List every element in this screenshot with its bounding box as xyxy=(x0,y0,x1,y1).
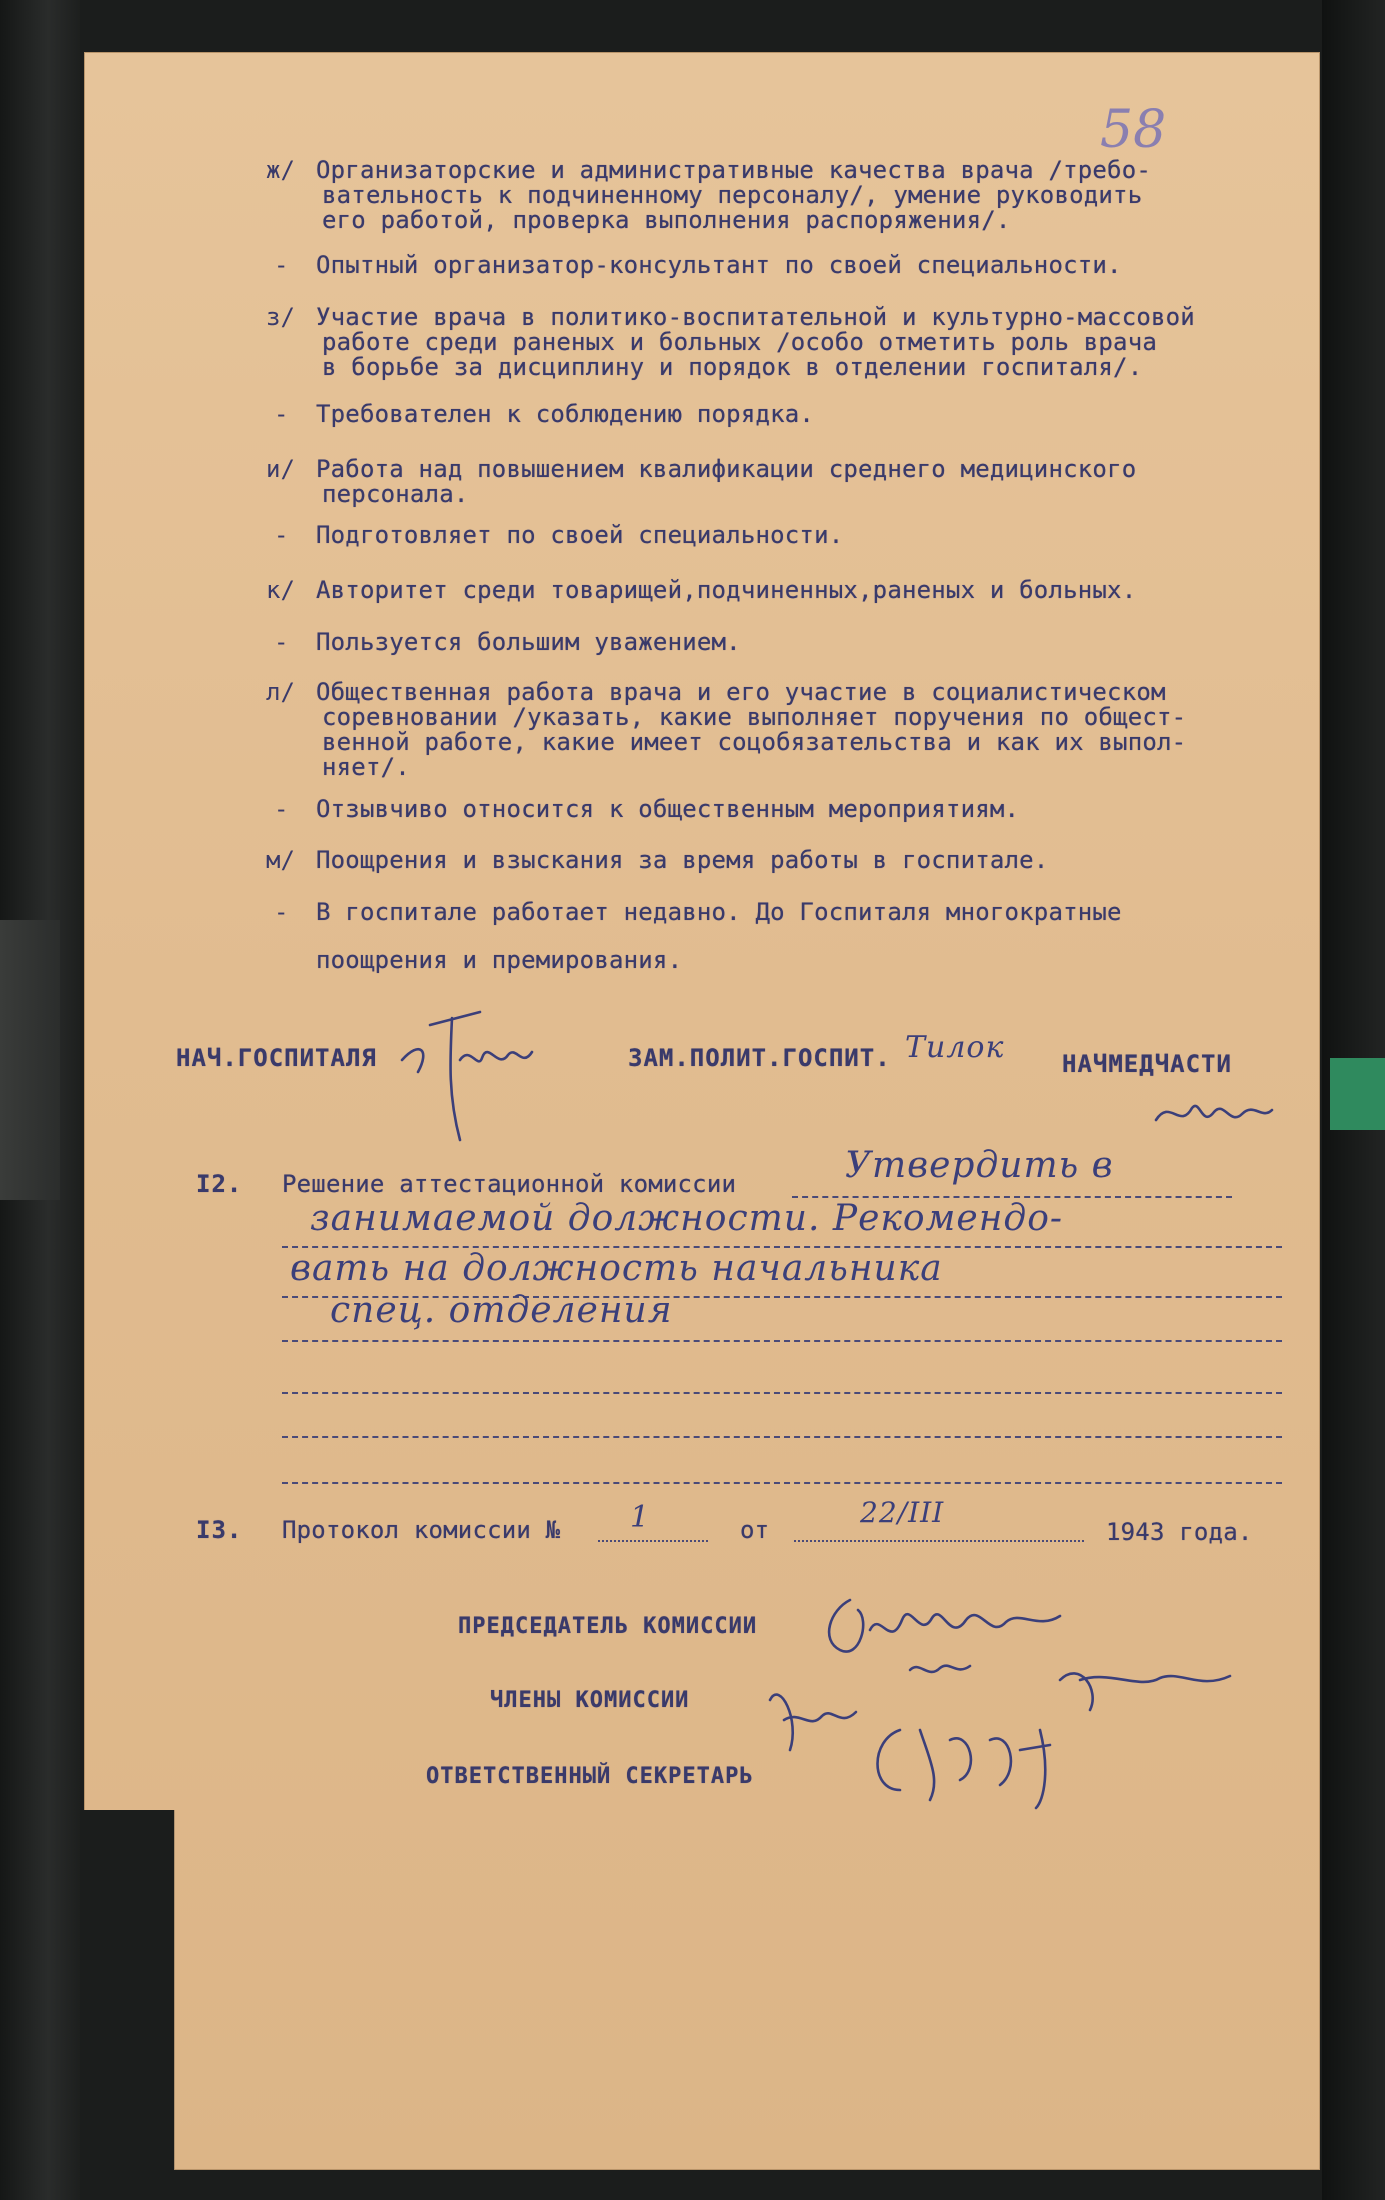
decision-hand-line-2: занимаемой должности. Рекомендо- xyxy=(310,1198,1064,1239)
item-line: Авторитет среди товарищей,подчиненных,раненых и больных. xyxy=(316,576,1137,604)
item-line: Подготовляет по своей специальности. xyxy=(316,521,844,549)
item-line: персонала. xyxy=(322,480,469,508)
item-marker: м/ xyxy=(266,846,295,874)
members-signatures xyxy=(760,1620,1240,1810)
protocol-date-value: 22/III xyxy=(860,1496,945,1529)
members-label: ЧЛЕНЫ КОМИССИИ xyxy=(490,1688,690,1713)
page-number: 58 xyxy=(1100,100,1167,160)
head-of-hospital-label: НАЧ.ГОСПИТАЛЯ xyxy=(176,1044,377,1072)
item-line: в борьбе за дисциплину и порядок в отделении госпиталя/. xyxy=(322,353,1143,381)
item-line: вательность к подчиненному персоналу/, умение руководить xyxy=(322,181,1143,209)
decision-line-5 xyxy=(282,1392,1282,1394)
item-marker: - xyxy=(274,400,289,428)
item-line: В госпитале работает недавно. До Госпиталя многократные xyxy=(316,898,1122,926)
protocol-no-dots xyxy=(598,1540,708,1542)
item-marker: - xyxy=(274,251,289,279)
item-marker: - xyxy=(274,628,289,656)
item-line: соревновании /указать, какие выполняет поручения по общест- xyxy=(322,703,1187,731)
item-line: Участие врача в политико-воспитательной и культурно-массовой xyxy=(316,303,1195,331)
secretary-label: ОТВЕТСТВЕННЫЙ СЕКРЕТАРЬ xyxy=(426,1764,754,1789)
item-line: няет/. xyxy=(322,753,410,781)
item-line: Отзывчиво относится к общественным мероприятиям. xyxy=(316,795,1020,823)
protocol-no-value: 1 xyxy=(630,1500,651,1535)
item-marker: к/ xyxy=(266,576,295,604)
protocol-label: Протокол комиссии № xyxy=(282,1516,561,1544)
item-marker: - xyxy=(274,795,289,823)
item-marker: и/ xyxy=(266,455,295,483)
item-line: Общественная работа врача и его участие в социалистическом xyxy=(316,678,1166,706)
item-line: работе среди раненых и больных /особо отметить роль врача xyxy=(322,328,1158,356)
item-line: Требователен к соблюдению порядка. xyxy=(316,400,815,428)
decision-hand-line-1: Утвердить в xyxy=(845,1145,1114,1186)
decision-line-4 xyxy=(282,1340,1282,1342)
protocol-year: 1943 года. xyxy=(1106,1518,1253,1546)
protocol-from-label: от xyxy=(740,1516,770,1544)
item-line: Опытный организатор-консультант по своей специальности. xyxy=(316,251,1122,279)
item-line: Поощрения и взыскания за время работы в госпитале. xyxy=(316,846,1049,874)
item-line: поощрения и премирования. xyxy=(316,946,683,974)
deputy-political-label: ЗАМ.ПОЛИТ.ГОСПИТ. xyxy=(628,1044,891,1072)
decision-line-6 xyxy=(282,1436,1282,1438)
deputy-handwritten-signature: Тилок xyxy=(905,1030,1005,1065)
chairman-label: ПРЕДСЕДАТЕЛЬ КОМИССИИ xyxy=(458,1614,758,1639)
head-signature xyxy=(390,1000,550,1150)
item-marker: ж/ xyxy=(266,156,295,184)
left-band xyxy=(0,920,60,1200)
decision-label: Решение аттестационной комиссии xyxy=(282,1170,737,1198)
med-signature xyxy=(1150,1090,1280,1150)
head-of-medical-label: НАЧМЕДЧАСТИ xyxy=(1062,1050,1232,1078)
decision-line-7 xyxy=(282,1482,1282,1484)
item-marker: л/ xyxy=(266,678,295,706)
item-marker: з/ xyxy=(266,303,295,331)
protocol-date-dots xyxy=(794,1540,1084,1542)
item-line: Работа над повышением квалификации среднего медицинского xyxy=(316,455,1137,483)
protocol-number: I3. xyxy=(196,1516,243,1544)
left-background-strip xyxy=(0,0,80,2200)
decision-hand-line-4: спец. отделения xyxy=(330,1290,673,1331)
decision-hand-line-3: вать на должность начальника xyxy=(290,1248,943,1289)
item-marker: - xyxy=(274,521,289,549)
green-bookmark-tab xyxy=(1330,1058,1385,1130)
item-line: его работой, проверка выполнения распоряжения/. xyxy=(322,206,1011,234)
item-line: Пользуется большим уважением. xyxy=(316,628,741,656)
item-line: венной работе, какие имеет соцобязательства и как их выпол- xyxy=(322,728,1187,756)
item-line: Организаторские и административные качества врача /требо- xyxy=(316,156,1152,184)
decision-number: I2. xyxy=(196,1170,243,1198)
item-marker: - xyxy=(274,898,289,926)
